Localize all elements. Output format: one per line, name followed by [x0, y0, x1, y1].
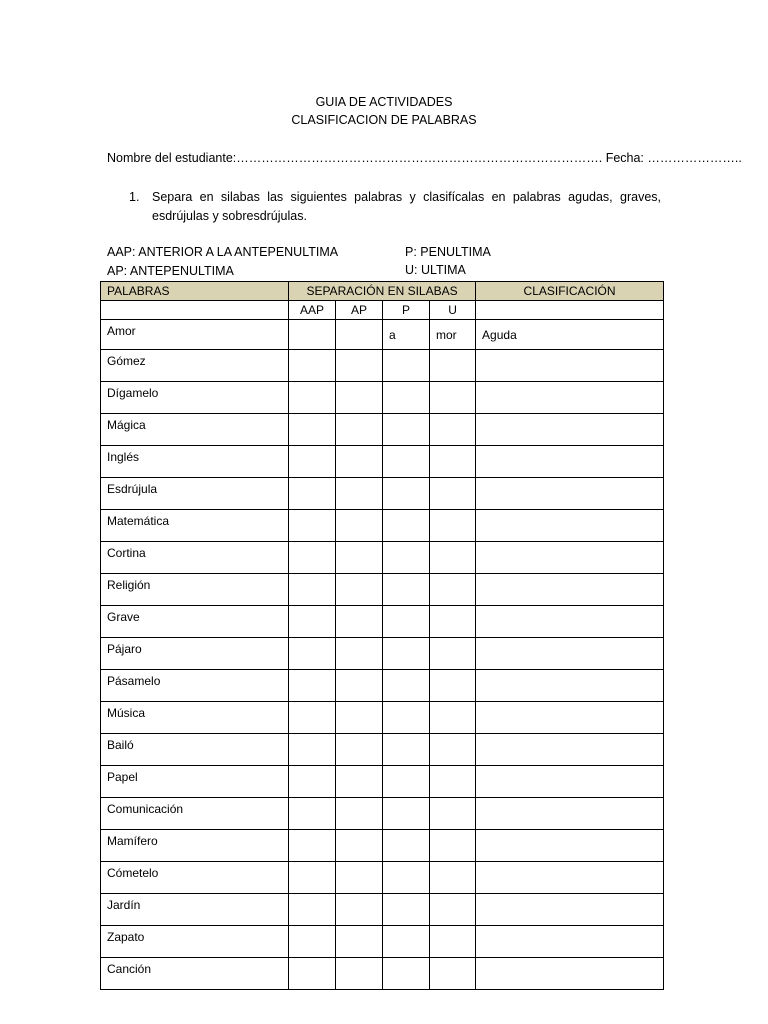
classification-cell: [476, 606, 664, 638]
classification-cell: [476, 414, 664, 446]
aap-cell: [289, 382, 336, 414]
table-row: [101, 894, 664, 926]
ap-cell: [336, 382, 383, 414]
header-separacion: SEPARACIÓN EN SILABAS: [289, 282, 476, 301]
table-row: [101, 446, 664, 478]
aap-cell: [289, 958, 336, 990]
classification-cell: [476, 830, 664, 862]
classification-cell: [476, 670, 664, 702]
ap-cell: [336, 350, 383, 382]
u-cell: [430, 702, 476, 734]
p-cell: [383, 926, 430, 958]
table-row: [101, 510, 664, 542]
word-cell: Gómez: [101, 350, 289, 382]
p-cell: [383, 766, 430, 798]
table-row: [101, 798, 664, 830]
p-cell: [383, 734, 430, 766]
word-cell: Mágica: [101, 414, 289, 446]
aap-cell: [289, 320, 336, 350]
ap-cell: [336, 670, 383, 702]
header-ap: AP: [336, 301, 383, 320]
p-cell: [383, 510, 430, 542]
classification-cell: [476, 958, 664, 990]
aap-cell: [289, 574, 336, 606]
table-row: [101, 542, 664, 574]
u-cell: [430, 478, 476, 510]
word-cell: Pájaro: [101, 638, 289, 670]
word-cell: Esdrújula: [101, 478, 289, 510]
aap-cell: [289, 830, 336, 862]
u-cell: [430, 574, 476, 606]
word-cell: Religión: [101, 574, 289, 606]
word-cell: Música: [101, 702, 289, 734]
ap-cell: [336, 446, 383, 478]
classification-cell: [476, 862, 664, 894]
aap-cell: [289, 542, 336, 574]
aap-cell: [289, 350, 336, 382]
u-cell: [430, 766, 476, 798]
aap-cell: [289, 414, 336, 446]
p-cell: [383, 350, 430, 382]
aap-cell: [289, 478, 336, 510]
header-clasificacion: CLASIFICACIÓN: [476, 282, 664, 301]
classification-cell: [476, 350, 664, 382]
classification-cell: [476, 702, 664, 734]
u-cell: [430, 734, 476, 766]
aap-cell: [289, 734, 336, 766]
table-row: [101, 766, 664, 798]
classification-cell: [476, 926, 664, 958]
legend-ap: AP: ANTEPENULTIMA: [107, 264, 234, 278]
aap-cell: [289, 670, 336, 702]
p-cell: [383, 894, 430, 926]
p-cell: [383, 574, 430, 606]
p-cell: [383, 638, 430, 670]
table-row: [101, 350, 664, 382]
header-blank-2: [476, 301, 664, 320]
aap-cell: [289, 894, 336, 926]
u-cell: [430, 958, 476, 990]
ap-cell: [336, 574, 383, 606]
table-row: [101, 478, 664, 510]
ap-cell: [336, 830, 383, 862]
words-table: [100, 281, 664, 990]
u-cell: [430, 638, 476, 670]
word-cell: Cortina: [101, 542, 289, 574]
classification-cell: Aguda: [476, 320, 664, 350]
u-cell: [430, 350, 476, 382]
word-cell: Dígamelo: [101, 382, 289, 414]
table-row: [101, 382, 664, 414]
u-cell: [430, 894, 476, 926]
word-cell: Canción: [101, 958, 289, 990]
ap-cell: [336, 734, 383, 766]
ap-cell: [336, 958, 383, 990]
legend-aap: AAP: ANTERIOR A LA ANTEPENULTIMA: [107, 245, 339, 259]
ap-cell: [336, 320, 383, 350]
table-row: [101, 734, 664, 766]
p-cell: [383, 382, 430, 414]
page-title: GUIA DE ACTIVIDADES: [315, 95, 453, 109]
u-cell: [430, 542, 476, 574]
classification-cell: [476, 446, 664, 478]
aap-cell: [289, 798, 336, 830]
word-cell: Amor: [101, 320, 289, 350]
classification-cell: [476, 382, 664, 414]
table-row: [101, 320, 664, 350]
u-cell: [430, 382, 476, 414]
table-row: [101, 414, 664, 446]
classification-cell: [476, 894, 664, 926]
p-cell: [383, 446, 430, 478]
classification-cell: [476, 542, 664, 574]
header-aap: AAP: [289, 301, 336, 320]
header-blank: [101, 301, 289, 320]
u-cell: [430, 830, 476, 862]
ap-cell: [336, 638, 383, 670]
table-row: [101, 638, 664, 670]
ap-cell: [336, 894, 383, 926]
aap-cell: [289, 606, 336, 638]
u-cell: mor: [430, 320, 476, 350]
p-cell: [383, 958, 430, 990]
p-cell: [383, 670, 430, 702]
page-subtitle: CLASIFICACION DE PALABRAS: [291, 113, 477, 127]
legend-u: U: ULTIMA: [405, 263, 466, 277]
aap-cell: [289, 510, 336, 542]
ap-cell: [336, 414, 383, 446]
word-cell: Bailó: [101, 734, 289, 766]
instruction-number: 1.: [129, 190, 140, 204]
u-cell: [430, 414, 476, 446]
ap-cell: [336, 510, 383, 542]
word-cell: Zapato: [101, 926, 289, 958]
table-row: [101, 830, 664, 862]
u-cell: [430, 510, 476, 542]
p-cell: a: [383, 320, 430, 350]
u-cell: [430, 862, 476, 894]
classification-cell: [476, 510, 664, 542]
aap-cell: [289, 926, 336, 958]
ap-cell: [336, 702, 383, 734]
word-cell: Papel: [101, 766, 289, 798]
classification-cell: [476, 638, 664, 670]
aap-cell: [289, 638, 336, 670]
classification-cell: [476, 574, 664, 606]
word-cell: Matemática: [101, 510, 289, 542]
classification-cell: [476, 734, 664, 766]
word-cell: Inglés: [101, 446, 289, 478]
table-row: [101, 926, 664, 958]
ap-cell: [336, 798, 383, 830]
p-cell: [383, 862, 430, 894]
header-u: U: [430, 301, 476, 320]
table-row: [101, 958, 664, 990]
u-cell: [430, 670, 476, 702]
classification-cell: [476, 766, 664, 798]
aap-cell: [289, 702, 336, 734]
u-cell: [430, 446, 476, 478]
u-cell: [430, 926, 476, 958]
classification-cell: [476, 798, 664, 830]
legend-p: P: PENULTIMA: [405, 245, 491, 259]
table-row: [101, 702, 664, 734]
table-row: [101, 862, 664, 894]
ap-cell: [336, 862, 383, 894]
aap-cell: [289, 862, 336, 894]
word-cell: Comunicación: [101, 798, 289, 830]
p-cell: [383, 414, 430, 446]
word-cell: Grave: [101, 606, 289, 638]
ap-cell: [336, 926, 383, 958]
p-cell: [383, 830, 430, 862]
p-cell: [383, 542, 430, 574]
u-cell: [430, 798, 476, 830]
word-cell: Cómetelo: [101, 862, 289, 894]
aap-cell: [289, 446, 336, 478]
p-cell: [383, 798, 430, 830]
table-row: [101, 606, 664, 638]
ap-cell: [336, 606, 383, 638]
word-cell: Mamífero: [101, 830, 289, 862]
header-palabras: PALABRAS: [101, 282, 289, 301]
word-cell: Pásamelo: [101, 670, 289, 702]
aap-cell: [289, 766, 336, 798]
student-name-date-line: Nombre del estudiante:……………………………………………………………………………. Fecha: …………………..: [107, 151, 742, 165]
u-cell: [430, 606, 476, 638]
p-cell: [383, 478, 430, 510]
p-cell: [383, 606, 430, 638]
word-cell: Jardín: [101, 894, 289, 926]
p-cell: [383, 702, 430, 734]
ap-cell: [336, 542, 383, 574]
ap-cell: [336, 766, 383, 798]
classification-cell: [476, 478, 664, 510]
header-p: P: [383, 301, 430, 320]
table-row: [101, 574, 664, 606]
ap-cell: [336, 478, 383, 510]
table-row: [101, 670, 664, 702]
instruction-text: Separa en silabas las siguientes palabras y clasifícalas en palabras agudas, graves, esdrújulas y sobresdrújulas.: [152, 190, 661, 223]
